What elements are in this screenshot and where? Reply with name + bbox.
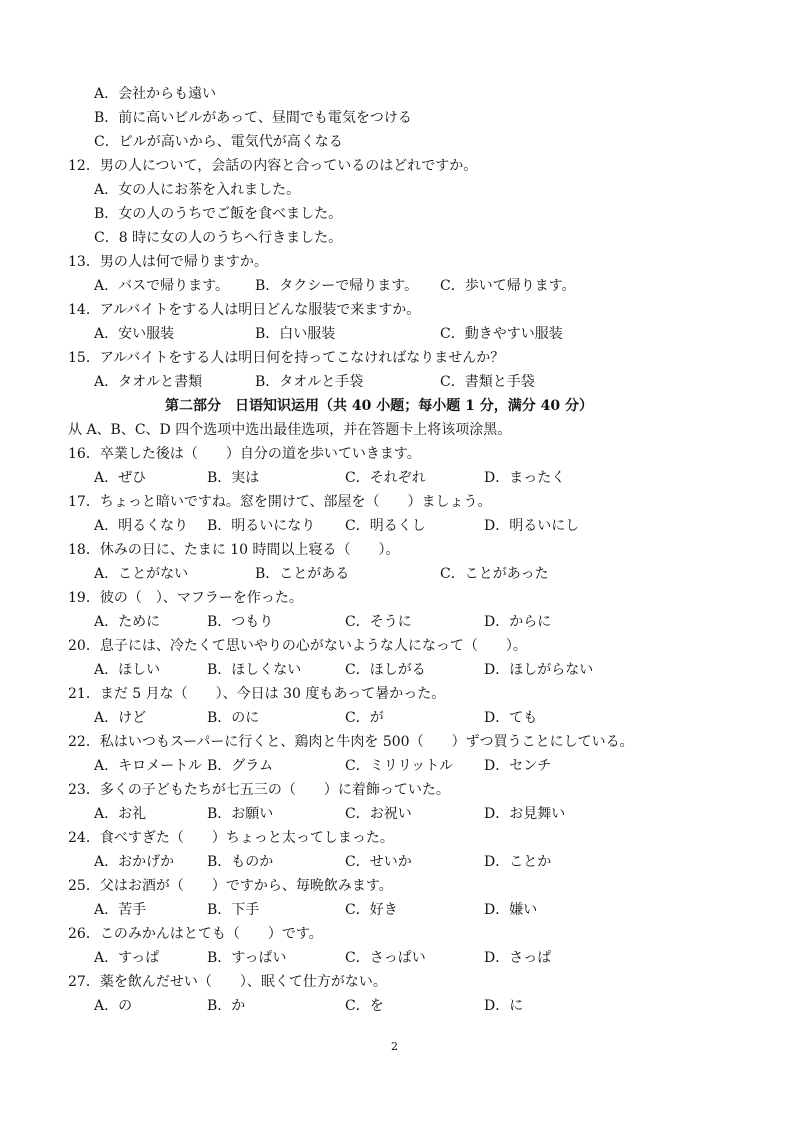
option-b: B．タオルと手袋 — [255, 374, 364, 390]
question-text: 27．薬を飲んだせい（ ）、眠くて仕方がない。 — [68, 974, 387, 990]
option-b: B．すっぱい — [207, 950, 287, 966]
question-text: 19．彼の（ ）、マフラーを作った。 — [68, 590, 303, 606]
option-a: A．ために — [94, 614, 161, 630]
option-text: C．ビルが高いから、電気代が高くなる — [94, 134, 343, 150]
question-text: 16．卒業した後は（ ）自分の道を歩いていきます。 — [68, 446, 421, 462]
option-a: A．すっぱ — [94, 950, 160, 966]
option-text: B．女の人のうちでご飯を食べました。 — [94, 206, 343, 222]
option-d: D．まったく — [484, 470, 566, 486]
option-a: A．ぜひ — [94, 470, 147, 486]
option-c: C．そうに — [345, 614, 412, 630]
option-b: B．グラム — [207, 758, 274, 774]
option-d: D．ことか — [484, 854, 552, 870]
option-b: B．白い服装 — [255, 326, 336, 342]
option-b: B．お願い — [207, 806, 274, 822]
option-d: D．嫌い — [484, 902, 538, 918]
section-instruction: 从 A、B、C、D 四个选项中选出最佳选项，并在答题卡上将该项涂黑。 — [68, 422, 512, 438]
option-c: C．動きやすい服装 — [440, 326, 563, 342]
question-text: 21．まだ 5 月な（ ）、今日は 30 度もあって暑かった。 — [68, 686, 446, 702]
option-d: D．明るいにし — [484, 518, 580, 534]
option-c: C．が — [345, 710, 384, 726]
question-text: 12．男の人について，会話の内容と合っているのはどれですか。 — [68, 158, 478, 174]
option-d: D．お見舞い — [484, 806, 566, 822]
option-a: A．の — [94, 998, 133, 1014]
option-c: C．さっぱい — [345, 950, 426, 966]
option-text: C．8 時に女の人のうちへ行きました。 — [94, 230, 343, 246]
option-c: C．ほしがる — [345, 662, 426, 678]
option-c: C．ことがあった — [440, 566, 549, 582]
option-b: B．実は — [207, 470, 260, 486]
question-text: 17．ちょっと暗いですね。窓を開けて、部屋を（ ）ましょう。 — [68, 494, 492, 510]
option-d: D．ても — [484, 710, 538, 726]
option-text: B．前に高いビルがあって、昼間でも電気をつける — [94, 110, 412, 126]
option-a: A．明るくなり — [94, 518, 189, 534]
option-b: B．下手 — [207, 902, 260, 918]
option-d: D．ほしがらない — [484, 662, 594, 678]
option-c: C．ミリリットル — [345, 758, 454, 774]
option-a: A．タオルと書類 — [94, 374, 203, 390]
option-d: D．センチ — [484, 758, 552, 774]
option-a: A．安い服装 — [94, 326, 175, 342]
question-text: 25．父はお酒が（ ）ですから、毎晩飲みます。 — [68, 878, 393, 894]
option-d: D．さっぱ — [484, 950, 552, 966]
option-c: C．歩いて帰ります。 — [440, 278, 576, 294]
option-b: B．ほしくない — [207, 662, 302, 678]
question-text: 15．アルバイトをする人は明日何を持ってこなければなりませんか？ — [68, 350, 505, 366]
option-c: C．せいか — [345, 854, 412, 870]
option-b: B．か — [207, 998, 246, 1014]
option-c: C．それぞれ — [345, 470, 426, 486]
question-text: 23．多くの子どもたちが七五三の（ ）に着飾っていた。 — [68, 782, 450, 798]
question-text: 24．食べすぎた（ ）ちょっと太ってしまった。 — [68, 830, 394, 846]
option-c: C．書類と手袋 — [440, 374, 535, 390]
option-a: A．おかげか — [94, 854, 175, 870]
question-text: 26．このみかんはとても（ ）です。 — [68, 926, 323, 942]
option-a: A．お礼 — [94, 806, 147, 822]
page-number: 2 — [391, 1040, 398, 1053]
option-b: B．タクシーで帰ります。 — [255, 278, 419, 294]
option-b: B．ことがある — [255, 566, 350, 582]
question-text: 20．息子には、冷たくて思いやりの心がないような人になって（ ）。 — [68, 638, 527, 654]
option-a: A．キロメートル — [94, 758, 203, 774]
question-text: 18．休みの日に、たまに 10 時間以上寝る（ ）。 — [68, 542, 400, 558]
option-b: B．のに — [207, 710, 260, 726]
option-c: C．明るくし — [345, 518, 426, 534]
option-c: C．お祝い — [345, 806, 412, 822]
option-c: C．を — [345, 998, 384, 1014]
option-text: A．会社からも遠い — [94, 86, 217, 102]
option-c: C．好き — [345, 902, 398, 918]
option-a: A．けど — [94, 710, 147, 726]
section-title: 第二部分 日语知识运用（共 40 小题；每小题 1 分，满分 40 分） — [165, 398, 593, 414]
option-a: A．苦手 — [94, 902, 147, 918]
question-text: 13．男の人は何で帰りますか。 — [68, 254, 268, 270]
option-a: A．ほしい — [94, 662, 161, 678]
option-b: B．明るいになり — [207, 518, 316, 534]
option-text: A．女の人にお茶を入れました。 — [94, 182, 301, 198]
option-d: D．に — [484, 998, 524, 1014]
question-text: 22．私はいつもスーパーに行くと、鶏肉と牛肉を 500（ ）ずつ買うことにしている。 — [68, 734, 634, 750]
option-a: A．ことがない — [94, 566, 189, 582]
question-text: 14．アルバイトをする人は明日どんな服装で来ますか。 — [68, 302, 421, 318]
option-d: D．からに — [484, 614, 552, 630]
option-a: A．バスで帰ります。 — [94, 278, 229, 294]
option-b: B．つもり — [207, 614, 274, 630]
option-b: B．ものか — [207, 854, 274, 870]
